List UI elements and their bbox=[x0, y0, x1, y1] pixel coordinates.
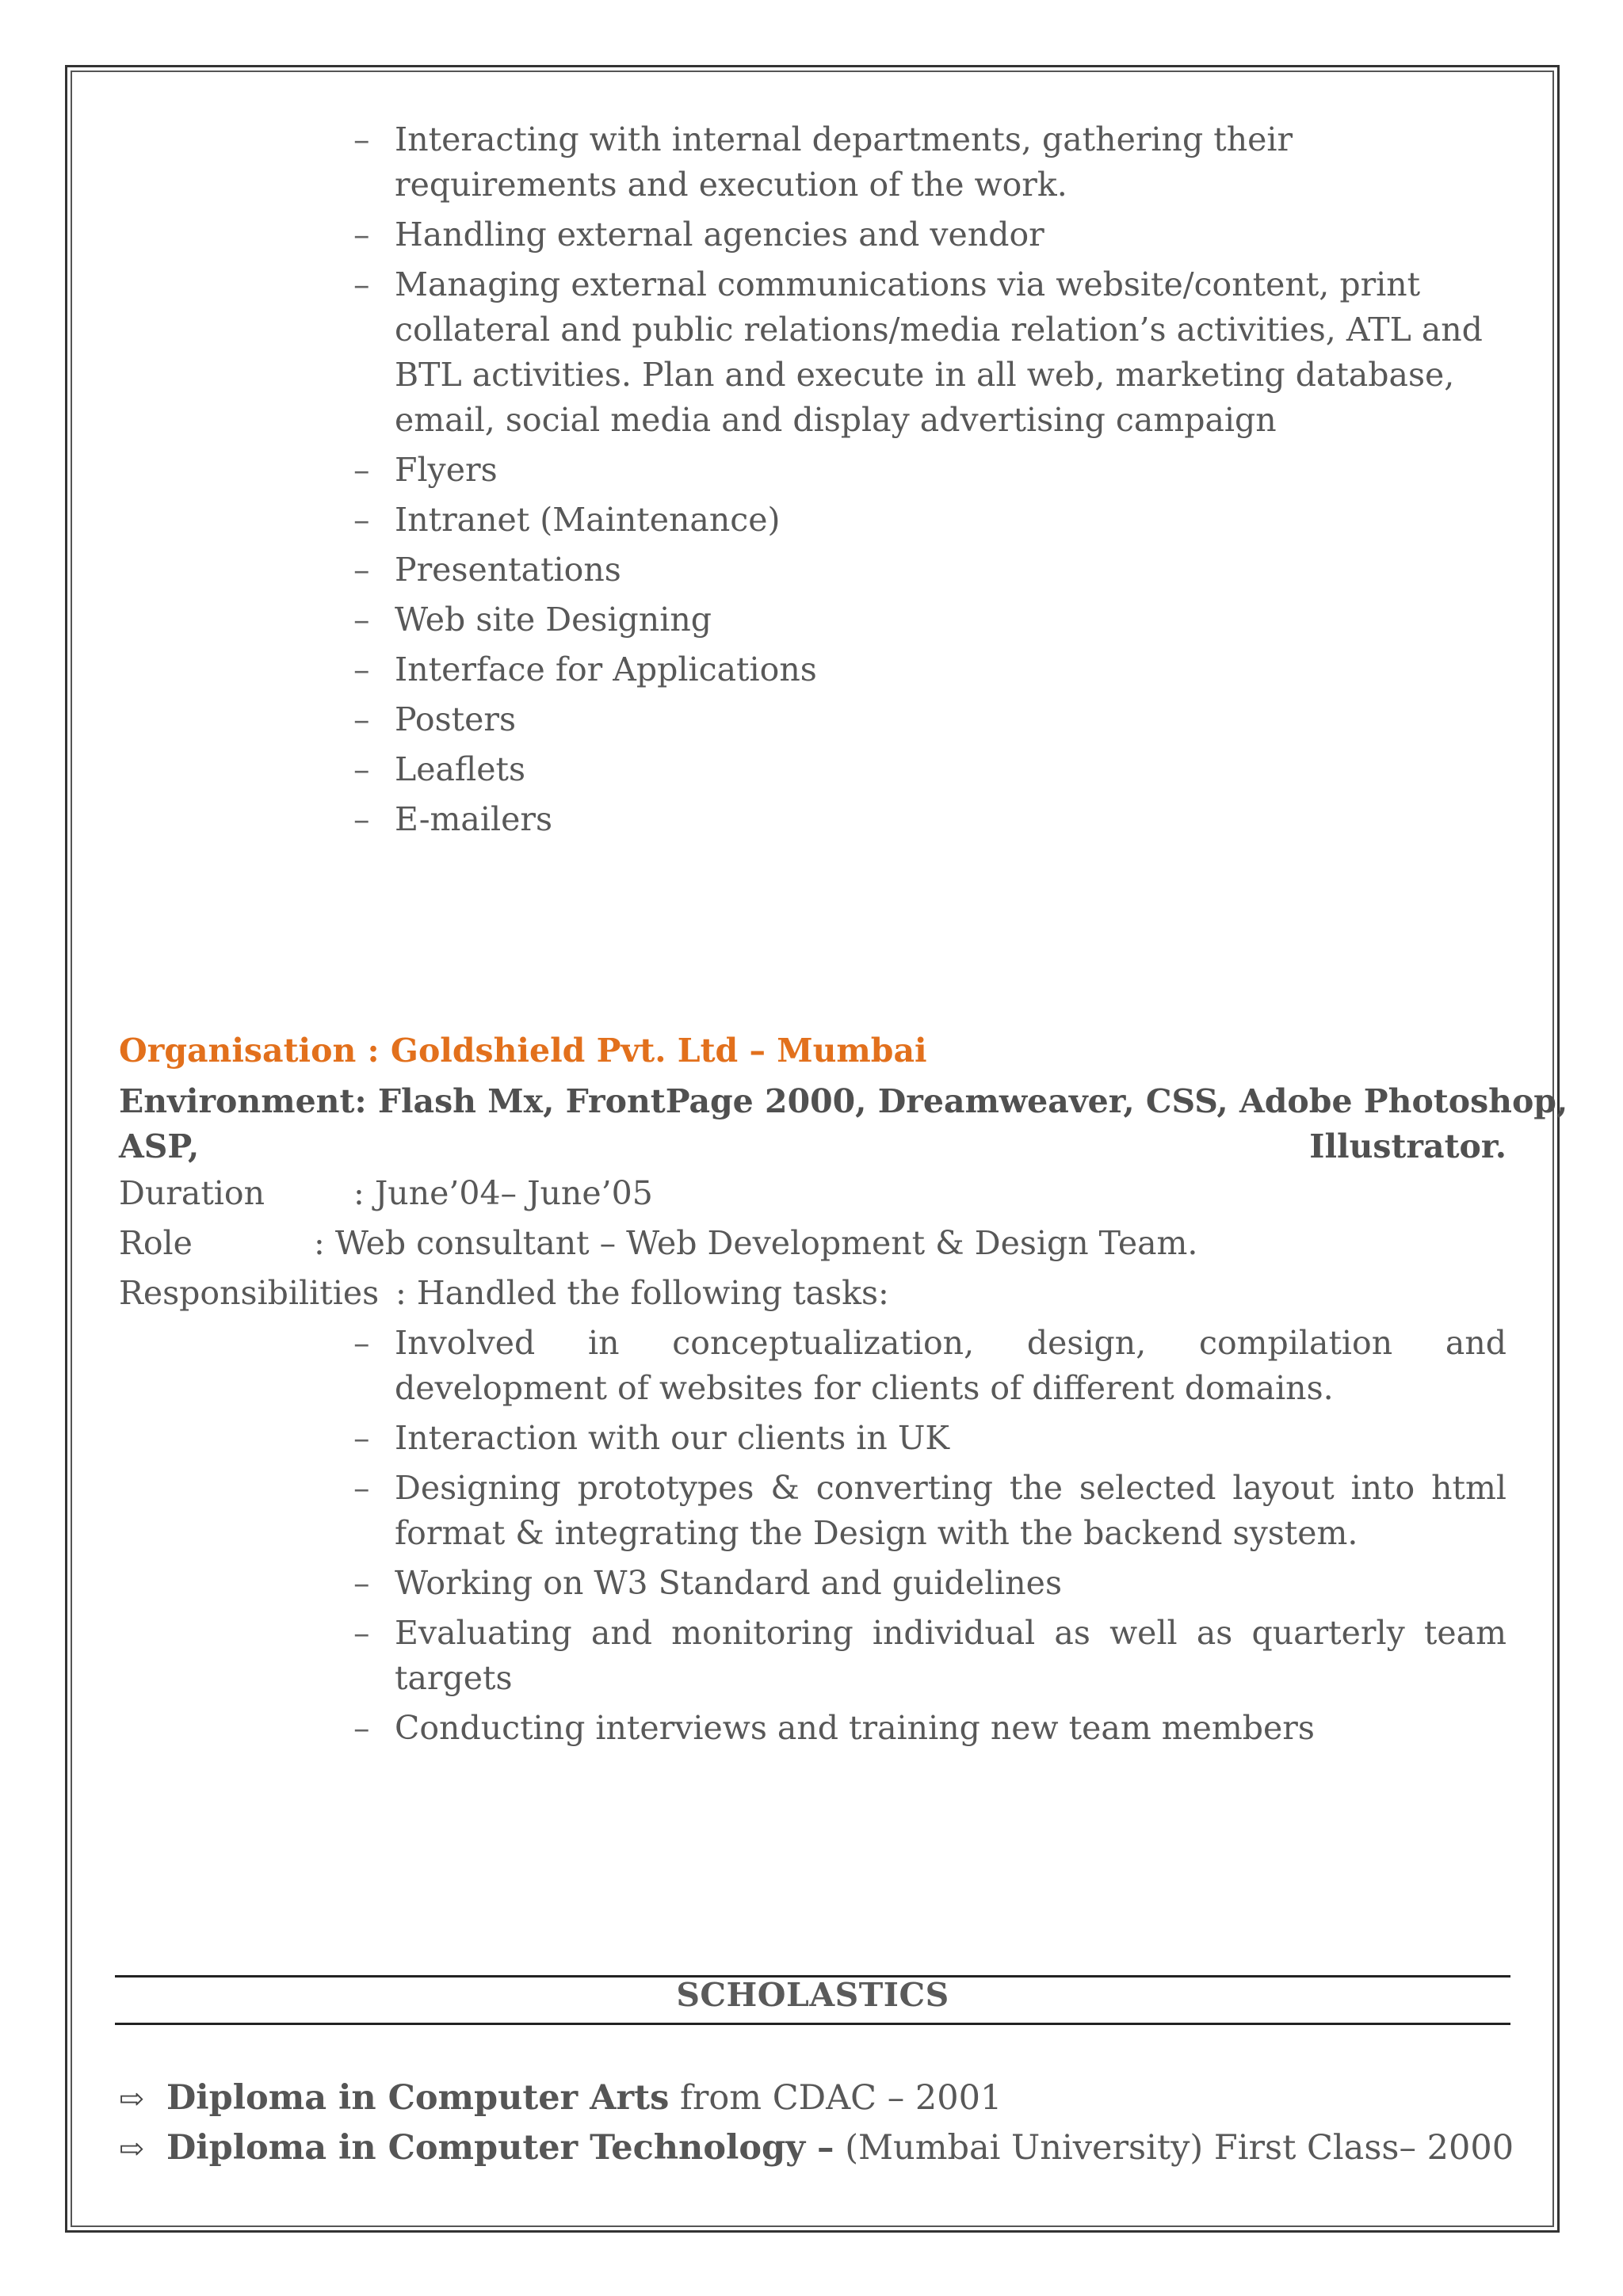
environment-label: Environment bbox=[119, 1082, 355, 1120]
education-item: ⇨ Diploma in Computer Technology – (Mumbai University) First Class– 2000 bbox=[119, 2126, 1514, 2172]
dash-bullet: – bbox=[353, 1614, 370, 1652]
list-item: – E-mailers bbox=[353, 797, 1507, 842]
list-item: – Leaflets bbox=[353, 747, 1507, 792]
dash-bullet: – bbox=[353, 501, 370, 539]
dash-bullet: – bbox=[353, 1709, 370, 1747]
duration-label: Duration bbox=[119, 1174, 265, 1212]
scholastics-heading: SCHOLASTICS bbox=[676, 1976, 949, 2014]
dash-bullet: – bbox=[353, 1324, 370, 1362]
responsibilities-value: : Handled the following tasks: bbox=[395, 1274, 889, 1312]
role-value: : Web consultant – Web Development & Design Team. bbox=[314, 1224, 1198, 1262]
list-item: – Evaluating and monitoring individual as well as quarterly team targets bbox=[353, 1611, 1507, 1701]
arrow-right-icon: ⇨ bbox=[119, 2081, 144, 2116]
environment-continuation: ASP, bbox=[119, 1127, 200, 1165]
responsibilities-row bbox=[119, 1271, 889, 1316]
environment-continuation-end: Illustrator. bbox=[1309, 1127, 1507, 1165]
responsibilities-label: Responsibilities bbox=[119, 1274, 380, 1312]
role-label: Role bbox=[119, 1224, 193, 1262]
list-item: – Handling external agencies and vendor bbox=[353, 212, 1507, 257]
dash-bullet: – bbox=[353, 1564, 370, 1602]
environment-value: : Flash Mx, FrontPage 2000, Dreamweaver, CSS, Adobe Photoshop, bbox=[354, 1082, 1568, 1120]
role-row bbox=[119, 1221, 1197, 1266]
education-item: ⇨ Diploma in Computer Arts from CDAC – 2001 bbox=[119, 2076, 1002, 2122]
list-item: – Intranet (Maintenance) bbox=[353, 498, 1507, 543]
list-item: – Involved in conceptualization, design, compilation and development of websites for clients of different domains. bbox=[353, 1321, 1507, 1411]
list-item: – Conducting interviews and training new team members bbox=[353, 1706, 1507, 1751]
list-item: – Managing external communications via website/content, print collateral and public relations/media relation’s activities, ATL and BTL activities. Plan and execute in all web, marketing database, email, social media and display advertising campaign bbox=[353, 262, 1507, 443]
environment-block bbox=[119, 1079, 1568, 1169]
responsibilities-list bbox=[353, 1321, 1507, 1756]
dash-bullet: – bbox=[353, 451, 370, 489]
dash-bullet: – bbox=[353, 601, 370, 639]
list-item: – Interaction with our clients in UK bbox=[353, 1416, 1507, 1461]
list-item: – Presentations bbox=[353, 547, 1507, 593]
list-item: – Interacting with internal departments, gathering their requirements and execution of the work. bbox=[353, 117, 1507, 208]
duration-value: : June’04– June’05 bbox=[353, 1174, 653, 1212]
list-item: – Posters bbox=[353, 697, 1507, 742]
organisation-heading: Organisation : Goldshield Pvt. Ltd – Mumbai bbox=[119, 1032, 927, 1070]
dash-bullet: – bbox=[353, 750, 370, 788]
duration-row bbox=[119, 1171, 653, 1216]
arrow-right-icon: ⇨ bbox=[119, 2131, 144, 2166]
dash-bullet: – bbox=[353, 700, 370, 738]
dash-bullet: – bbox=[353, 265, 370, 303]
list-item: – Interface for Applications bbox=[353, 647, 1507, 692]
dash-bullet: – bbox=[353, 120, 370, 158]
dash-bullet: – bbox=[353, 1419, 370, 1457]
dash-bullet: – bbox=[353, 800, 370, 838]
list-item: – Working on W3 Standard and guidelines bbox=[353, 1561, 1507, 1606]
list-item: – Flyers bbox=[353, 448, 1507, 493]
dash-bullet: – bbox=[353, 1469, 370, 1507]
dash-bullet: – bbox=[353, 551, 370, 589]
list-item: – Web site Designing bbox=[353, 597, 1507, 643]
list-item: – Designing prototypes & converting the selected layout into html format & integrating the Design with the backend system. bbox=[353, 1466, 1507, 1556]
previous-responsibilities-list bbox=[353, 117, 1507, 847]
dash-bullet: – bbox=[353, 215, 370, 254]
dash-bullet: – bbox=[353, 650, 370, 688]
section-rule-bottom bbox=[115, 2023, 1510, 2025]
